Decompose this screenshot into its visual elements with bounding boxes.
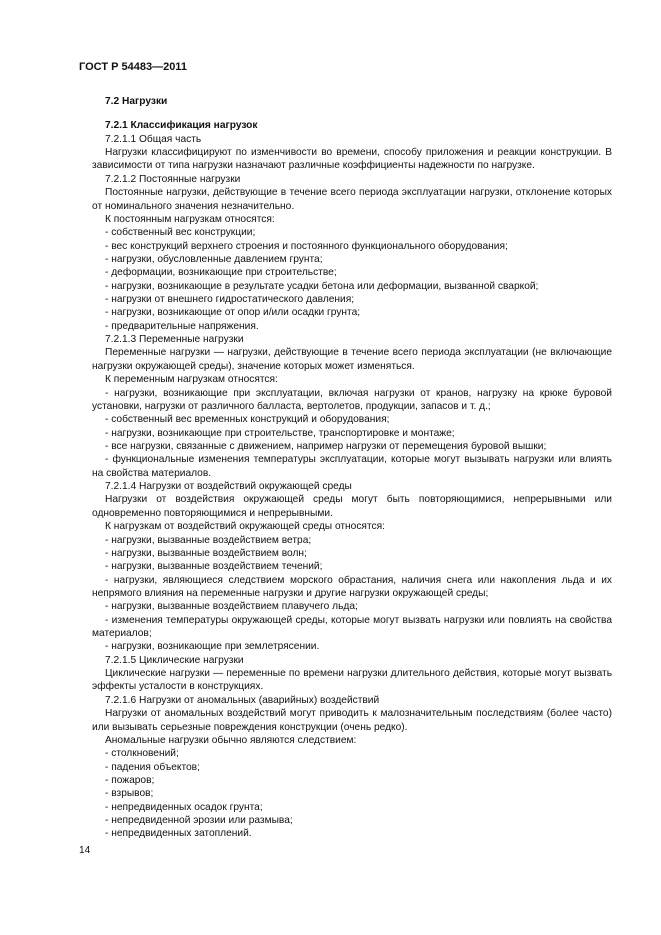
paragraph: Постоянные нагрузки, действующие в течение всего периода эксплуатации нагрузки, отклонение которых от номинального значения незначительно. <box>92 187 612 212</box>
document-header: ГОСТ Р 54483—2011 <box>79 61 187 73</box>
page-number: 14 <box>79 845 91 856</box>
paragraph: 7.2.1.2 Постоянные нагрузки <box>105 173 241 185</box>
paragraph: - нагрузки от внешнего гидростатического давления; <box>105 294 355 306</box>
section-heading: 7.2.1 Классификация нагрузок <box>105 120 258 132</box>
paragraph: К нагрузкам от воздействий окружающей среды относятся: <box>105 521 385 533</box>
paragraph: - изменения температуры окружающей среды, которые могут вызвать нагрузки или повлиять на свойства материалов; <box>92 614 612 640</box>
paragraph: Нагрузки от воздействия окружающей среды могут быть повторяющимися, непрерывными или одновременно повторяющимися и непрерывными. <box>92 494 612 519</box>
paragraph: - предварительные напряжения. <box>105 320 259 332</box>
paragraph: - нагрузки, возникающие от опор и/или осадки грунта; <box>105 307 361 319</box>
paragraph: 7.2.1.3 Переменные нагрузки <box>105 334 244 346</box>
paragraph: Циклические нагрузки — переменные по времени нагрузки длительного действия, которые могут вызвать эффекты усталости в конструкциях. <box>92 668 612 693</box>
paragraph: - нагрузки, обусловленные давлением грунта; <box>105 253 323 265</box>
paragraph: - нагрузки, возникающие при строительстве, транспортировке и монтаже; <box>105 427 455 439</box>
paragraph: - нагрузки, вызванные воздействием течений; <box>105 561 323 573</box>
paragraph: 7.2.1.5 Циклические нагрузки <box>105 654 244 666</box>
paragraph: 7.2.1.6 Нагрузки от аномальных (аварийных) воздействий <box>105 694 380 706</box>
paragraph: Нагрузки классифицируют по изменчивости во времени, способу приложения и реакции конструкции. В зависимости от типа нагрузки назначают различные коэффициенты надежности по нагрузке. <box>92 147 612 172</box>
paragraph: - все нагрузки, связанные с движением, например нагрузки от перемещения буровой вышки; <box>105 440 547 452</box>
document-body <box>92 95 612 841</box>
paragraph: Нагрузки от аномальных воздействий могут приводить к малозначительным последствиям (более часто) или вызывать серьезные повреждения конструкции (очень редко). <box>92 708 612 733</box>
paragraph: - нагрузки, возникающие в результате усадки бетона или деформации, вызванной сваркой; <box>105 280 539 292</box>
paragraph: - нагрузки, являющиеся следствием морского обрастания, наличия снега или накопления льда и их непрямого влияния на переменные нагрузки и другие нагрузки окружающей среды; <box>92 574 612 599</box>
paragraph: 7.2.1.1 Общая часть <box>105 133 202 145</box>
paragraph: - непредвиденной эрозии или размыва; <box>105 815 293 827</box>
paragraph: К постоянным нагрузкам относятся: <box>105 213 275 225</box>
paragraph: Аномальные нагрузки обычно являются следствием: <box>105 734 357 746</box>
paragraph: - вес конструкций верхнего строения и постоянного функционального оборудования; <box>105 240 508 252</box>
paragraph: - взрывов; <box>105 788 154 800</box>
paragraph: - нагрузки, возникающие при эксплуатации, включая нагрузки от кранов, нагрузку на крюке буровой установки, нагрузки от различного балласта, вертолетов, продукции, запасов и т. д.; <box>92 387 612 412</box>
paragraph: - функциональные изменения температуры эксплуатации, которые могут вызывать нагрузки или влиять на свойства материалов. <box>92 454 612 479</box>
paragraph: - непредвиденных затоплений. <box>105 828 252 840</box>
paragraph: К переменным нагрузкам относятся: <box>105 374 278 386</box>
paragraph: - столкновений; <box>105 748 179 760</box>
paragraph: Переменные нагрузки — нагрузки, действующие в течение всего периода эксплуатации (не включающие нагрузки окружающей среды), значение которых может изменяться. <box>92 347 612 372</box>
paragraph: - непредвиденных осадок грунта; <box>105 801 263 813</box>
paragraph: - нагрузки, возникающие при землетрясении. <box>105 641 320 653</box>
paragraph: - нагрузки, вызванные воздействием плавучего льда; <box>105 601 358 613</box>
paragraph: - падения объектов; <box>105 761 200 773</box>
paragraph: - деформации, возникающие при строительстве; <box>105 267 337 279</box>
paragraph: - нагрузки, вызванные воздействием волн; <box>105 547 307 559</box>
paragraph: - нагрузки, вызванные воздействием ветра; <box>105 534 312 546</box>
paragraph: - собственный вес конструкции; <box>105 227 256 239</box>
paragraph: - пожаров; <box>105 774 155 786</box>
paragraph: 7.2.1.4 Нагрузки от воздействий окружающей среды <box>105 481 352 493</box>
section-heading: 7.2 Нагрузки <box>105 96 168 107</box>
paragraph: - собственный вес временных конструкций и оборудования; <box>105 414 390 426</box>
